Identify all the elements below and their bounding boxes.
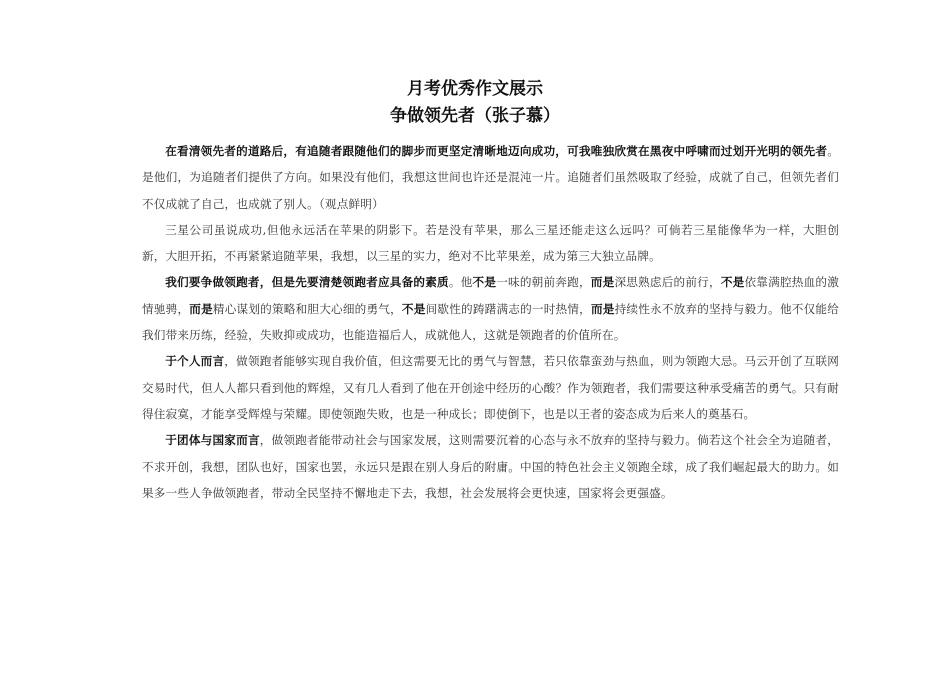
- para3-seg-1: 。他: [448, 275, 473, 290]
- para3-seg-0: 我们要争做领跑者，但是先要清楚领跑者应具备的素质: [165, 275, 449, 290]
- para3-seg-3: 一味的朝前奔跑，: [496, 275, 591, 290]
- paragraph-1: [142, 138, 839, 217]
- para4-lead: 于个人而言: [165, 354, 225, 369]
- para3-seg-2: 不是: [472, 275, 497, 290]
- para2-text: 三星公司虽说成功,但他永远活在苹果的阴影下。若是没有苹果，那么三星还能走这么远吗？可倘若三星能像华为一样，大胆创新，大胆开拓，不再紧紧追随苹果，我想，以三星的实力，绝对不比苹果差，成为第三大独立品牌。: [142, 222, 839, 264]
- title-block: [0, 76, 950, 130]
- para3-seg-11: 间歇性的踌躇满志的一时热情，: [425, 301, 591, 316]
- para5-lead: 于团体与国家而言: [165, 433, 260, 448]
- paragraph-3: [142, 269, 839, 348]
- para3-seg-5: 深思熟虑后的前行，: [614, 275, 721, 290]
- para3-seg-6: 不是: [720, 275, 745, 290]
- paragraph-4: [142, 348, 839, 427]
- para4-text: ，做领跑者能够实现自我价值，但这需要无比的勇气与智慧，若只依靠蛮劲与热血，则为领跑大忌。马云开创了互联网交易时代，但人人都只看到他的辉煌，又有几人看到了他在开创途中经历的心酸？作为领跑者，我们需要这种承受痛苦的勇气。只有耐得住寂寞，才能享受辉煌与荣耀。即使领跑失败，也是一种成长；即使倒下，也是以王者的姿态成为后来人的奠基石。: [142, 354, 839, 421]
- para3-seg-12: 而是: [590, 301, 615, 316]
- paragraph-2: [142, 217, 839, 270]
- para3-seg-4: 而是: [590, 275, 615, 290]
- para1-thesis: 在看清领先者的道路后，有追随者跟随他们的脚步而更坚定清晰地迈向成功，可我唯独欣赏在黑夜中呼啸而过划开光明的领先者: [165, 144, 828, 158]
- para3-seg-9: 精心谋划的策略和胆大心细的勇气，: [212, 301, 402, 316]
- para3-seg-7: 依靠满腔热血的激情驰骋，: [142, 275, 840, 316]
- document-title: 月考优秀作文展示: [407, 79, 543, 99]
- essay-body: [142, 138, 839, 506]
- document-subtitle: 争做领先者（张子慕）: [390, 106, 560, 126]
- para5-text: ，做领跑者能带动社会与国家发展，这则需要沉着的心态与永不放弃的坚持与毅力。倘若这个社会全为追随者，不求开创，我想，团队也好，国家也罢，永远只是跟在别人身后的附庸。中国的特色社会主义领跑全球，成了我们崛起最大的助力。如果多一些人争做领跑者，带动全民坚持不懈地走下去，我想，社会发展将会更快速，国家将会更强盛。: [142, 433, 839, 500]
- para1-text: 。是他们，为追随者们提供了方向。如果没有他们，我想这世间也许还是混沌一片。追随者们虽然吸取了经验，成就了自己，但领先者们不仅成就了自己，也成就了别人。（观点鲜明）: [142, 144, 839, 211]
- paragraph-5: [142, 427, 839, 506]
- para3-seg-10: 不是: [401, 301, 426, 316]
- para3-seg-13: 持续性永不放弃的坚持与毅力。他不仅能给我们带来历练，经验，失败抑或成功，也能造福后人，成就他人，这就是领跑者的价值所在。: [142, 301, 840, 343]
- para3-seg-8: 而是: [189, 301, 213, 316]
